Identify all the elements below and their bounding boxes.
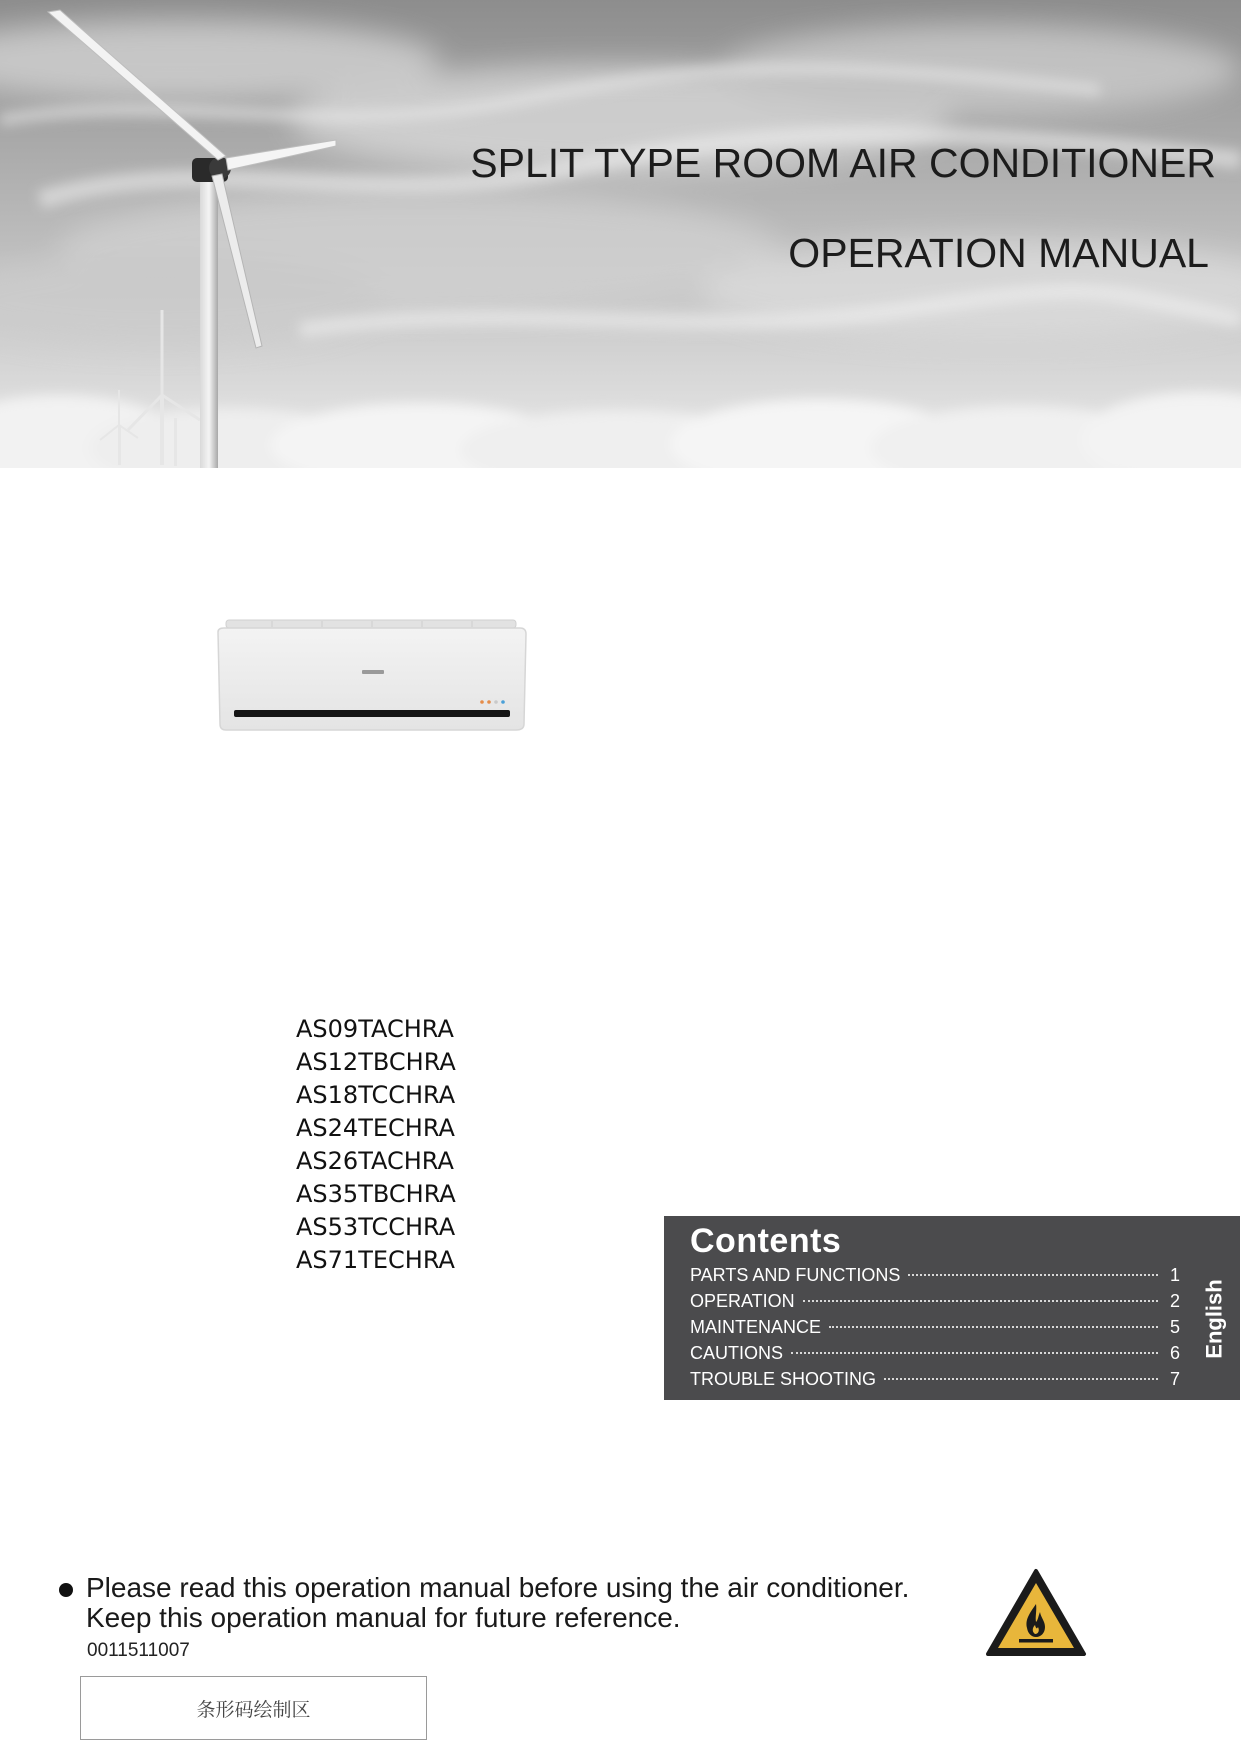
document-subtitle: OPERATION MANUAL	[788, 230, 1209, 276]
table-of-contents	[664, 1216, 1240, 1400]
model-number: AS71TECHRA	[296, 1246, 455, 1274]
toc-item-page: 2	[1169, 1291, 1180, 1311]
language-tab	[1202, 1264, 1228, 1374]
document-number: 0011511007	[87, 1640, 190, 1661]
toc-item[interactable]	[690, 1314, 1180, 1340]
toc-item-label: CAUTIONS	[690, 1343, 784, 1363]
model-number: AS12TBCHRA	[296, 1048, 456, 1076]
notice-text: Please read this operation manual before using the air conditioner.	[86, 1572, 910, 1603]
notice-text: Keep this operation manual for future reference.	[86, 1602, 681, 1633]
model-number: AS24TECHRA	[296, 1114, 455, 1142]
toc-item-page: 1	[1169, 1265, 1180, 1285]
barcode-area-label: 条形码绘制区	[196, 1698, 311, 1721]
toc-item[interactable]	[690, 1262, 1180, 1288]
toc-item-page: 5	[1169, 1317, 1180, 1337]
model-number: AS53TCCHRA	[296, 1213, 456, 1241]
dot-leader	[908, 1274, 1158, 1276]
flammable-warning-icon	[985, 1568, 1087, 1658]
header-banner	[0, 0, 1241, 468]
language-label: English	[1202, 1279, 1228, 1359]
dot-leader	[829, 1326, 1158, 1328]
dot-leader	[803, 1300, 1158, 1302]
toc-item[interactable]	[690, 1366, 1180, 1392]
toc-list	[690, 1262, 1180, 1392]
toc-item-label: MAINTENANCE	[690, 1317, 822, 1337]
contents-heading: Contents	[690, 1222, 842, 1260]
document-title: SPLIT TYPE ROOM AIR CONDITIONER	[470, 140, 1216, 186]
model-number: AS26TACHRA	[296, 1147, 454, 1175]
toc-item[interactable]	[690, 1288, 1180, 1314]
model-number: AS18TCCHRA	[296, 1081, 456, 1109]
toc-item[interactable]	[690, 1340, 1180, 1366]
toc-item-page: 6	[1169, 1343, 1180, 1363]
toc-item-label: TROUBLE SHOOTING	[690, 1369, 877, 1389]
model-number: AS09TACHRA	[296, 1015, 454, 1043]
toc-item-page: 7	[1169, 1369, 1180, 1389]
toc-item-label: OPERATION	[690, 1291, 795, 1311]
bullet-icon	[59, 1583, 73, 1597]
indoor-unit-illustration	[212, 618, 532, 734]
dot-leader	[791, 1352, 1158, 1354]
model-number: AS35TBCHRA	[296, 1180, 456, 1208]
dot-leader	[884, 1378, 1158, 1380]
toc-item-label: PARTS AND FUNCTIONS	[690, 1265, 901, 1285]
model-list	[296, 1013, 456, 1277]
barcode-area	[80, 1676, 427, 1740]
